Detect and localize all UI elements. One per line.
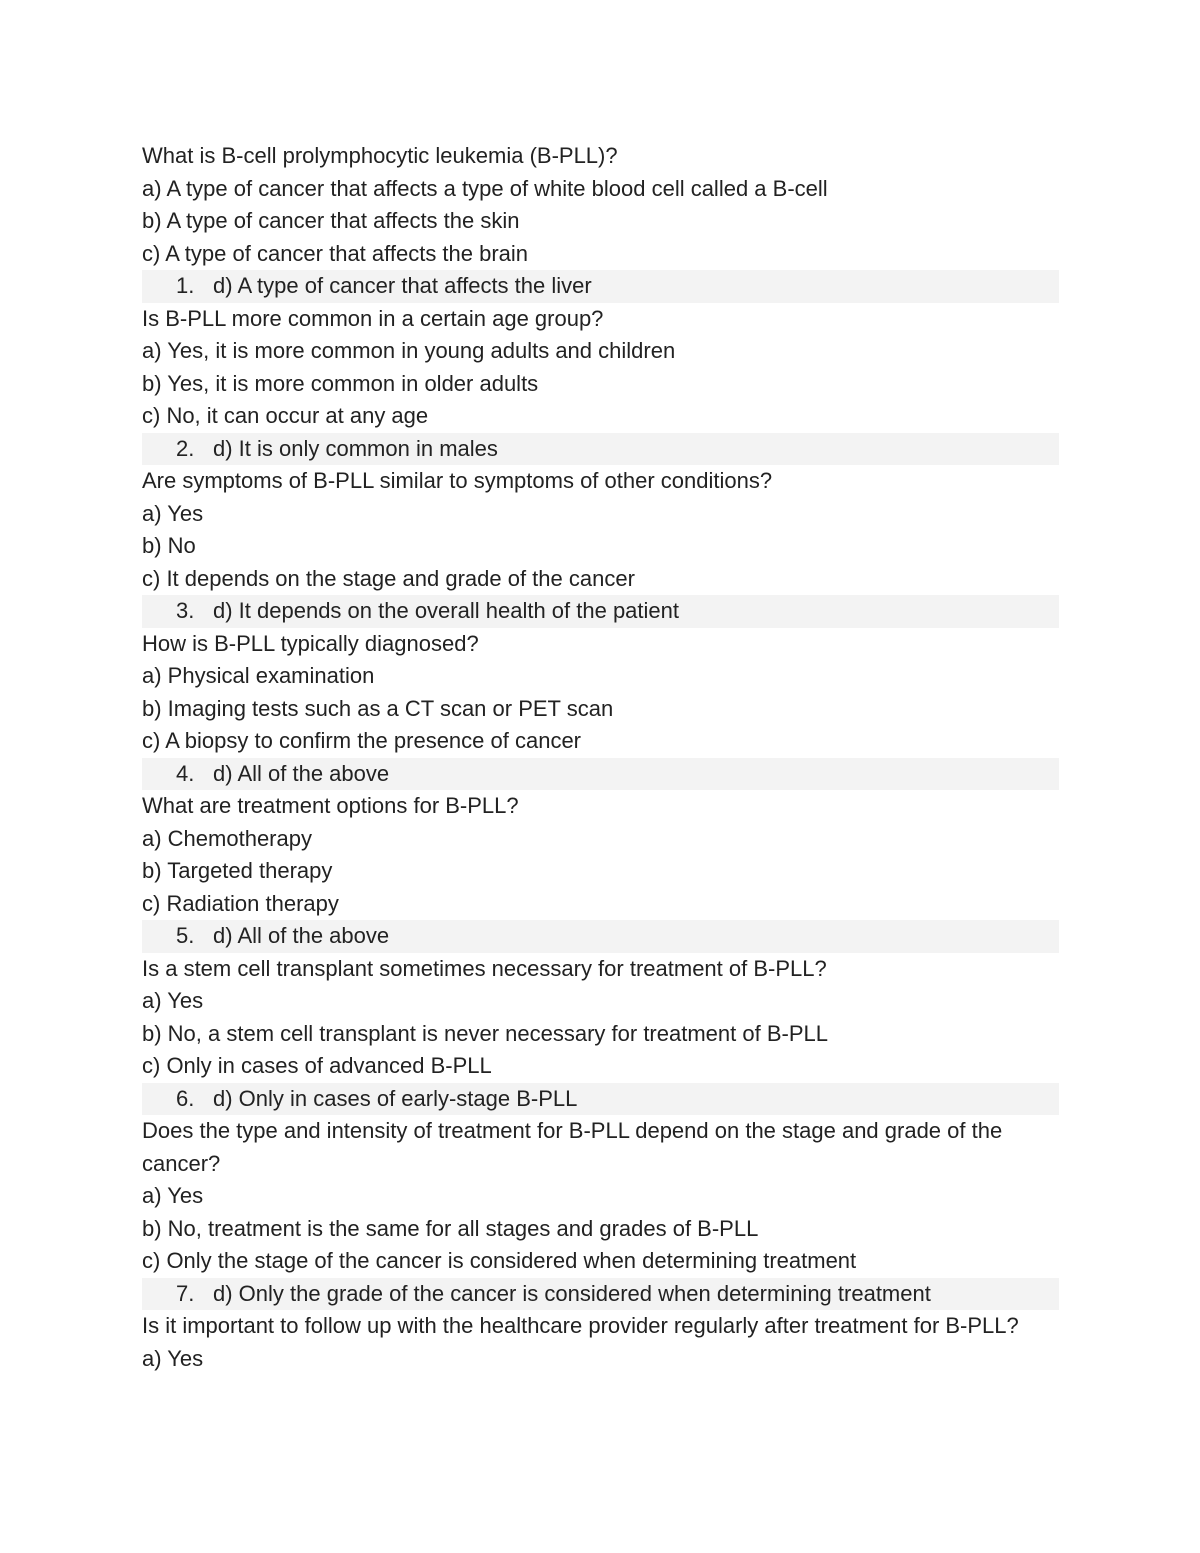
question-text: Is a stem cell transplant sometimes necessary for treatment of B-PLL?: [142, 955, 827, 981]
option-b: b) A type of cancer that affects the skin: [142, 208, 520, 233]
question-text: How is B-PLL typically diagnosed?: [142, 630, 479, 656]
option-a: a) Yes: [142, 988, 204, 1013]
option-d: d) All of the above: [213, 923, 390, 948]
option-d: d) All of the above: [213, 760, 390, 786]
option-a: a) Yes: [142, 1345, 204, 1371]
numbered-option-d: [142, 1083, 1059, 1116]
option-a: a) Yes: [142, 1183, 204, 1208]
numbered-option-d: [142, 920, 1059, 953]
option-c: c) No, it can occur at any age: [142, 403, 429, 428]
numbered-option-d: [142, 595, 1059, 628]
option-c: c) Only in cases of advanced B-PLL: [142, 1053, 492, 1078]
list-number: 7.: [176, 1280, 195, 1306]
list-number: 5.: [176, 923, 195, 948]
option-a: a) Yes: [142, 500, 204, 526]
numbered-option-d: [142, 758, 1059, 791]
question-text: Is B-PLL more common in a certain age group?: [142, 305, 604, 331]
option-d: d) Only in cases of early-stage B-PLL: [213, 1085, 578, 1111]
question-text: What are treatment options for B-PLL?: [142, 793, 519, 818]
option-d: d) Only the grade of the cancer is considered when determining treatment: [213, 1280, 931, 1306]
option-c: c) It depends on the stage and grade of the cancer: [142, 565, 635, 591]
numbered-option-d: [142, 433, 1059, 466]
question-text: Does the type and intensity of treatment for B-PLL depend on the stage and grade of the cancer?: [142, 1118, 1003, 1176]
option-b: b) No, treatment is the same for all stages and grades of B-PLL: [142, 1215, 759, 1241]
numbered-option-d: [142, 270, 1059, 303]
option-d: d) It is only common in males: [213, 435, 498, 461]
question-text: Is it important to follow up with the healthcare provider regularly after treatment for B-PLL?: [142, 1313, 1019, 1338]
option-d: d) It depends on the overall health of the patient: [213, 598, 679, 623]
option-b: b) Targeted therapy: [142, 858, 333, 883]
option-d: d) A type of cancer that affects the liver: [213, 273, 592, 298]
list-number: 3.: [176, 598, 195, 623]
list-number: 1.: [176, 273, 195, 298]
question-text: Are symptoms of B-PLL similar to symptoms of other conditions?: [142, 468, 773, 493]
option-a: a) Physical examination: [142, 663, 375, 688]
document-body: [142, 140, 1059, 1375]
option-b: b) No, a stem cell transplant is never necessary for treatment of B-PLL: [142, 1020, 828, 1046]
option-b: b) No: [142, 533, 196, 558]
list-number: 2.: [176, 435, 195, 461]
option-a: a) Yes, it is more common in young adults and children: [142, 338, 676, 363]
option-c: c) Only the stage of the cancer is considered when determining treatment: [142, 1248, 857, 1273]
option-c: c) A type of cancer that affects the brain: [142, 240, 529, 266]
list-number: 6.: [176, 1085, 195, 1111]
option-b: b) Yes, it is more common in older adults: [142, 370, 539, 396]
numbered-option-d: [142, 1278, 1059, 1311]
list-number: 4.: [176, 760, 195, 786]
option-b: b) Imaging tests such as a CT scan or PET scan: [142, 695, 614, 721]
option-c: c) Radiation therapy: [142, 890, 339, 916]
option-c: c) A biopsy to confirm the presence of cancer: [142, 728, 582, 753]
question-text: What is B-cell prolymphocytic leukemia (B-PLL)?: [142, 143, 618, 168]
option-a: a) Chemotherapy: [142, 825, 312, 851]
option-a: a) A type of cancer that affects a type of white blood cell called a B-cell: [142, 175, 828, 201]
